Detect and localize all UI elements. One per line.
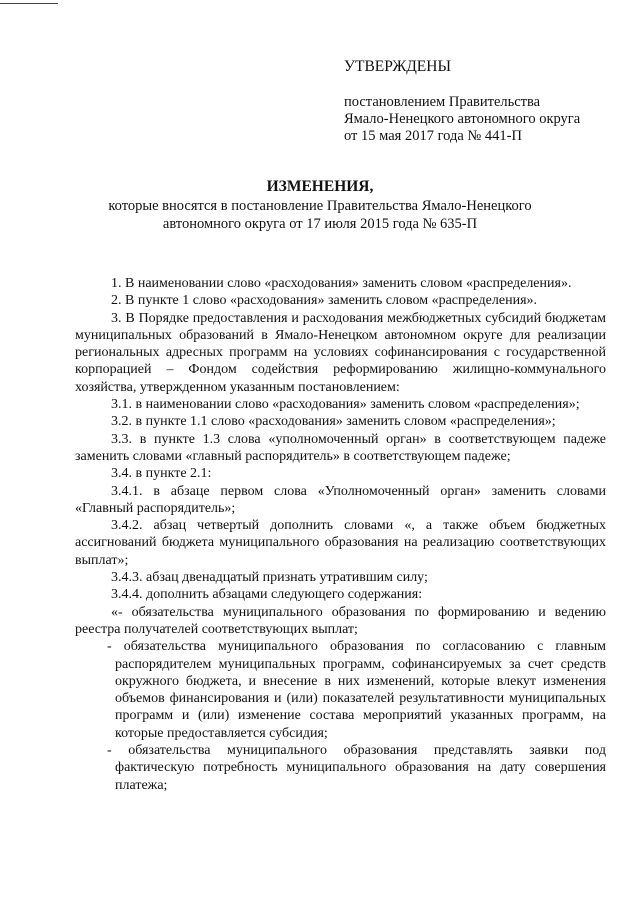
paragraph-3-4-1: 3.4.1. в абзаце первом слова «Уполномоченный орган» заменить словами «Главный распорядитель»; [75,483,606,516]
document-title: ИЗМЕНЕНИЯ, [266,178,374,195]
quote-item-1: «- обязательства муниципального образования по формированию и ведению реестра получателей соответствующих выплат; [75,604,606,637]
paragraph-3-2: 3.2. в пункте 1.1 слово «расходования» заменить словом «распределения»; [111,414,556,430]
document-subtitle: которые вносятся в постановление Правительства Ямало-Ненецкого автономного округа от 17 июля 2015 года № 635-П [108,198,532,232]
paragraph-3-3: 3.3. в пункте 1.3 слова «уполномоченный орган» в соответствующем падеже заменить словами «главный распорядитель» в соответствующем падеже; [75,431,606,464]
approval-line-1: постановлением Правительства [344,94,541,110]
paragraph-2: 2. В пункте 1 слово «расходования» заменить словом «распределения». [111,293,538,309]
paragraph-3-4: 3.4. в пункте 2.1: [111,466,212,482]
approval-line-3: от 15 мая 2017 года № 441-П [344,128,522,144]
approval-block [344,58,634,145]
paragraph-3-4-4: 3.4.4. дополнить абзацами следующего содержания: [111,587,423,603]
paragraph-3-1: 3.1. в наименовании слово «расходования» заменить словом «распределения»; [111,397,580,413]
approval-line-2: Ямало-Ненецкого автономного округа [344,111,581,127]
paragraph-1: 1. В наименовании слово «расходования» заменить словом «распределения». [111,276,572,291]
quote-item-2: - обязательства муниципального образования по согласованию с главным распорядителем муниципальных программ, софинансируемых за счет средств окружного бюджета, и внесение в них изменений, которые влекут изменения объемов финансирования и (или) показателей результативности муниципальных программ и (или) изменение состава мероприятий указанных программ, на которые предоставляется субсидия; [107,639,606,741]
quote-item-3: - обязательства муниципального образования представлять заявки под фактическую потребность муниципального образования на дату совершения платежа; [107,743,606,793]
paragraph-3-4-2: 3.4.2. абзац четвертый дополнить словами «, а также объем бюджетных ассигнований бюджета муниципального образования на реализацию соответствующих выплат»; [75,518,606,568]
paragraph-3-4-3: 3.4.3. абзац двенадцатый признать утратившим силу; [111,570,428,586]
approval-heading: УТВЕРЖДЕНЫ [344,58,451,75]
document-body [75,275,606,794]
top-rule-line [0,3,58,4]
paragraph-3: 3. В Порядке предоставления и расходования межбюджетных субсидий бюджетам муниципальных образований в Ямало-Ненецком автономном округе для реализации региональных адресных программ на условиях софинансирования с государственной корпорацией – Фондом содействия реформированию жилищно-коммунального хозяйства, утвержденном указанным постановлением: [75,310,606,395]
